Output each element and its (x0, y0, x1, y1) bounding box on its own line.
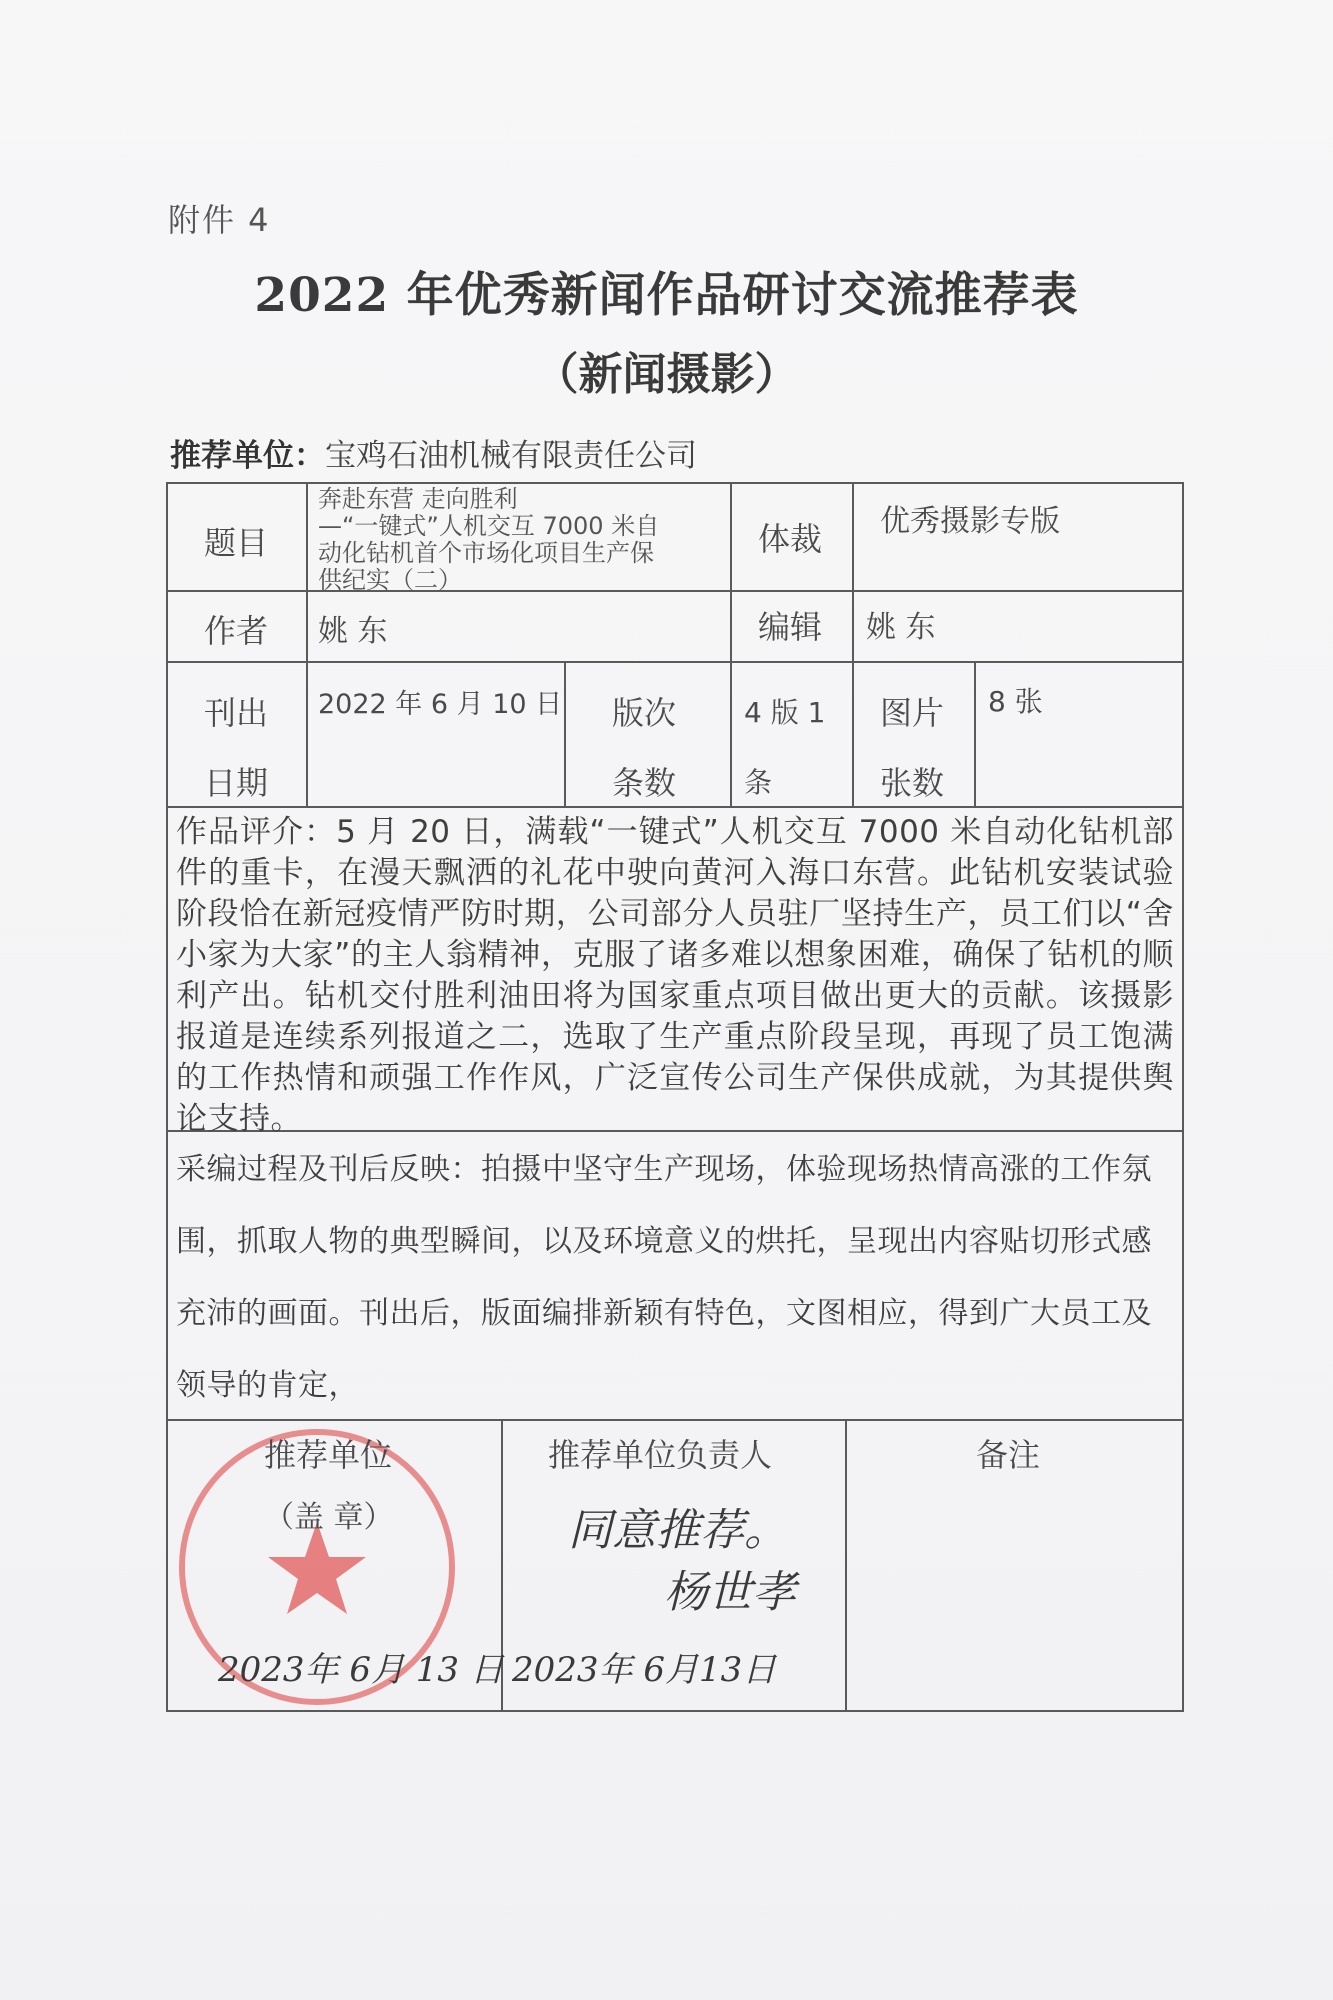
work-title-line: 奔赴东营 走向胜利 (318, 485, 518, 513)
col-divider (974, 661, 976, 806)
col-divider (564, 661, 566, 806)
page-count-value (744, 678, 825, 818)
editor-value: 姚 东 (866, 610, 936, 645)
document-subtitle: （新闻摄影） (534, 349, 799, 400)
recommending-unit-value: 宝鸡石油机械有限责任公司 (325, 438, 697, 474)
table-border-left (166, 482, 168, 1712)
label-line: 日期 (204, 764, 269, 802)
remarks-label: 备注 (976, 1436, 1041, 1474)
work-title (318, 486, 723, 594)
sign-unit-date: 2023年 6月 13 日 (218, 1650, 504, 1690)
sign-unit-label: 推荐单位 (264, 1436, 393, 1474)
work-title-line: 供纪实（二） (318, 566, 462, 594)
genre-label: 体裁 (758, 520, 823, 558)
sign-head-label: 推荐单位负责人 (548, 1436, 773, 1474)
label-line: 版次 (612, 694, 677, 732)
recommending-unit (170, 430, 697, 475)
attachment-label: 附件 4 (168, 201, 271, 239)
recommending-unit-label: 推荐单位： (170, 438, 325, 474)
document-title: 2022 年优秀新闻作品研讨交流推荐表 (254, 268, 1079, 323)
publication-date-label (204, 678, 268, 818)
row-divider (166, 661, 1184, 663)
page-count-label (612, 678, 676, 818)
col-divider (852, 482, 854, 806)
seal-note: （盖 章） (264, 1500, 394, 1535)
work-review: 作品评介：5 月 20 日，满载“一键式”人机交互 7000 米自动化钻机部件的重卡，在漫天飘洒的礼花中驶向黄河入海口东营。此钻机安装试验阶段恰在新冠疫情严防时期，公司部分人员驻厂坚持生产，员工们以“舍小家为大家”的主人翁精神，克服了诸多难以想象困难，确保了钻机的顺利产出。钻机交付胜利油田将为国家重点项目做出更大的贡献。该摄影报道是连续系列报道之二，选取了生产重点阶段呈现，再现了员工饱满的工作热情和顽强工作作风，广泛宣传公司生产保供成就，为其提供舆论支持。 (176, 814, 1174, 1137)
table-border-top (166, 482, 1184, 484)
genre-value: 优秀摄影专版 (880, 504, 1060, 539)
title-label: 题目 (204, 524, 269, 562)
work-title-line: —“一键式”人机交互 7000 米自 (318, 512, 660, 540)
label-line: 条数 (612, 764, 677, 802)
sign-head-date: 2023年 6月13日 (512, 1650, 777, 1690)
signature: 杨世孝 (664, 1567, 796, 1618)
photo-count-label (880, 678, 944, 818)
work-title-line: 动化钻机首个市场化项目生产保 (318, 539, 654, 567)
col-divider (306, 482, 308, 806)
value-line: 条 (744, 766, 773, 799)
publication-date-value: 2022 年 6 月 10 日 (318, 689, 563, 720)
table-border-right (1182, 482, 1184, 1712)
photo-count-value: 8 张 (988, 685, 1043, 718)
process-feedback: 采编过程及刊后反映：拍摄中坚守生产现场，体验现场热情高涨的工作氛围，抓取人物的典型瞬间，以及环境意义的烘托，呈现出内容贴切形式感充沛的画面。刊出后，版面编排新颖有特色，文图相应，得到广大员工及领导的肯定， (176, 1152, 1152, 1403)
author-value: 姚 东 (318, 614, 388, 649)
label-line: 刊出 (204, 694, 269, 732)
editor-label: 编辑 (758, 608, 823, 646)
recommendation-table (166, 482, 1184, 1712)
label-line: 张数 (880, 764, 945, 802)
value-line: 4 版 1 (744, 696, 826, 729)
author-label: 作者 (204, 612, 269, 650)
approval-handwriting: 同意推荐。 (568, 1505, 788, 1556)
col-divider (730, 482, 732, 806)
label-line: 图片 (880, 694, 945, 732)
col-divider (845, 1419, 847, 1710)
